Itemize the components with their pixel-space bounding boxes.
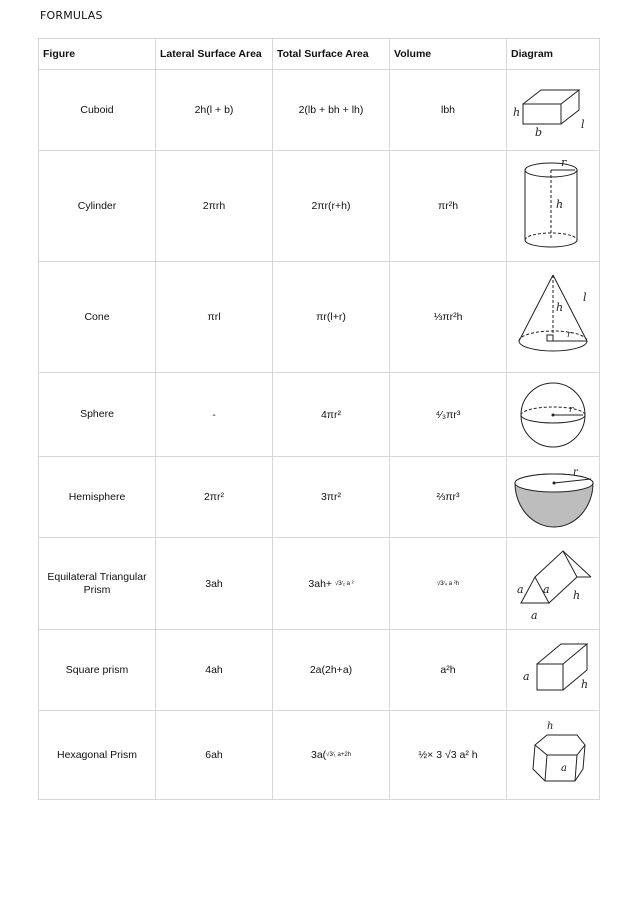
- header-row: [39, 39, 600, 70]
- cylinder-label-r: r: [561, 156, 567, 169]
- lateral-area: 2h(l + b): [156, 70, 273, 151]
- volume: ½× 3 √3 a² h: [390, 711, 507, 800]
- total-area-small: √3⁄₁ a+2h: [326, 752, 352, 758]
- total-area-small: √3⁄₂ a ²: [334, 580, 354, 587]
- total-area: 2πr(r+h): [273, 151, 390, 262]
- total-area: [273, 538, 390, 630]
- total-area: 2a(2h+a): [273, 630, 390, 711]
- document-title: FORMULAS: [40, 9, 103, 22]
- prism-label-a-bottom: a: [531, 608, 538, 622]
- table-row: [39, 457, 600, 538]
- sphere-label-r: r: [569, 404, 574, 415]
- volume: [390, 538, 507, 630]
- volume: lbh: [390, 70, 507, 151]
- square-prism-label-a: a: [523, 670, 530, 683]
- hemisphere-label-r: r: [573, 467, 578, 478]
- table-row: [39, 70, 600, 151]
- lateral-area: 3ah: [156, 538, 273, 630]
- figure-name: Square prism: [39, 630, 156, 711]
- figure-name: Cone: [39, 262, 156, 373]
- hemisphere-diagram: [511, 461, 597, 533]
- figure-name: Hemisphere: [39, 457, 156, 538]
- cone-label-l: l: [583, 291, 587, 304]
- lateral-area: 2πrh: [156, 151, 273, 262]
- volume-small: √3⁄₄ a ²h: [436, 580, 460, 587]
- volume: πr²h: [390, 151, 507, 262]
- table-row: [39, 151, 600, 262]
- cone-diagram: [511, 267, 597, 367]
- prism-label-a-left: a: [517, 582, 524, 596]
- diagram-cell: [507, 262, 600, 373]
- diagram-cell: [507, 151, 600, 262]
- figure-name: Equilateral Triangular Prism: [39, 538, 156, 630]
- total-area-main: 3ah+: [308, 577, 333, 590]
- hex-prism-label-a: a: [561, 763, 567, 774]
- cylinder-label-h: h: [556, 198, 564, 211]
- lateral-area: 2πr²: [156, 457, 273, 538]
- cuboid-label-h: h: [513, 106, 521, 119]
- formulas-table: [38, 38, 600, 800]
- diagram-cell: [507, 70, 600, 151]
- diagram-cell: [507, 711, 600, 800]
- header-total-surface-area: Total Surface Area: [273, 39, 390, 70]
- total-area: [273, 711, 390, 800]
- square-prism-label-h: h: [581, 678, 589, 691]
- cone-label-h: h: [556, 301, 564, 314]
- sphere-diagram: [513, 378, 593, 452]
- diagram-cell: [507, 630, 600, 711]
- table-row: [39, 630, 600, 711]
- header-volume: Volume: [390, 39, 507, 70]
- lateral-area: πrl: [156, 262, 273, 373]
- lateral-area: 4ah: [156, 630, 273, 711]
- lateral-area: 6ah: [156, 711, 273, 800]
- header-diagram: Diagram: [507, 39, 600, 70]
- cuboid-diagram: [511, 80, 595, 140]
- total-area: 2(lb + bh + lh): [273, 70, 390, 151]
- volume: ⅔πr³: [390, 457, 507, 538]
- total-area-main: 3a(: [310, 749, 327, 761]
- cylinder-diagram: [511, 156, 595, 256]
- header-figure: Figure: [39, 39, 156, 70]
- total-area: 3πr²: [273, 457, 390, 538]
- table-row: [39, 538, 600, 630]
- table-row: [39, 262, 600, 373]
- table-row: [39, 711, 600, 800]
- lateral-area: -: [156, 373, 273, 457]
- volume: ⅓πr²h: [390, 262, 507, 373]
- prism-label-a-right: a: [543, 582, 550, 596]
- diagram-cell: [507, 457, 600, 538]
- header-lateral-surface-area: Lateral Surface Area: [156, 39, 273, 70]
- total-area: 4πr²: [273, 373, 390, 457]
- hex-prism-label-h: h: [547, 721, 554, 732]
- figure-name: Cuboid: [39, 70, 156, 151]
- hexagonal-prism-diagram: [513, 715, 593, 795]
- volume: a²h: [390, 630, 507, 711]
- cuboid-label-l: l: [581, 118, 585, 131]
- cuboid-label-b: b: [535, 126, 543, 139]
- volume: ⁴⁄₃πr³: [390, 373, 507, 457]
- cone-label-r: r: [567, 330, 572, 340]
- prism-label-h: h: [573, 588, 581, 602]
- figure-name: Hexagonal Prism: [39, 711, 156, 800]
- triangular-prism-diagram: [511, 543, 599, 625]
- figure-name: Cylinder: [39, 151, 156, 262]
- diagram-cell: [507, 373, 600, 457]
- figure-name: Sphere: [39, 373, 156, 457]
- diagram-cell: [507, 538, 600, 630]
- table-row: [39, 373, 600, 457]
- square-prism-diagram: [511, 636, 595, 704]
- total-area: πr(l+r): [273, 262, 390, 373]
